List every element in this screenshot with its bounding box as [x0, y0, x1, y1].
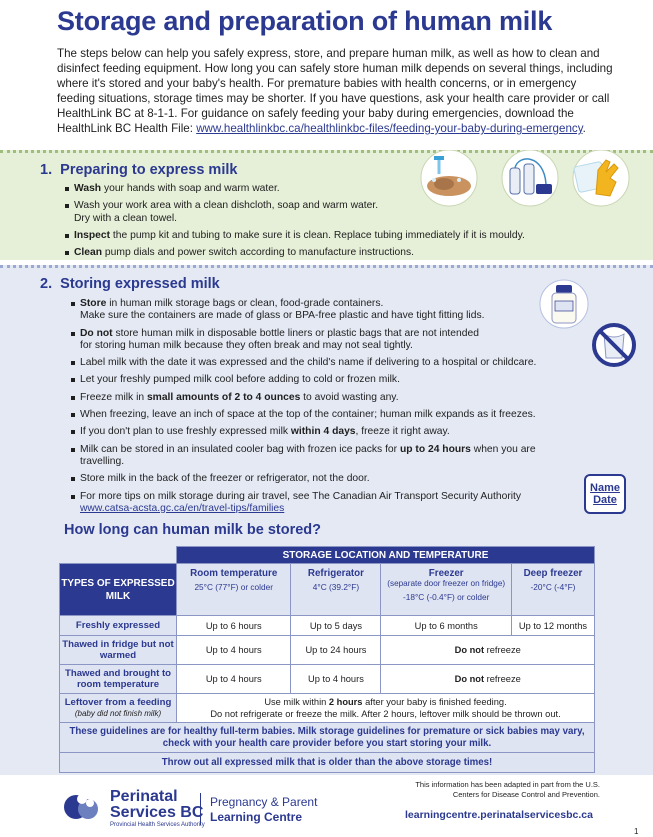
table-row: Thawed in fridge but not warmed Up to 4 hours Up to 24 hours Do not refreeze	[60, 636, 595, 665]
list-item: Wash your hands with soap and warm water.	[64, 183, 424, 195]
page-number: 1	[634, 827, 639, 836]
section1-heading: 1. Preparing to express milk	[40, 162, 238, 178]
column-refrigerator: Refrigerator 4°C (39.2°F)	[291, 564, 381, 616]
perinatal-logo-icon	[60, 787, 104, 827]
section2-heading: 2. Storing expressed milk	[40, 276, 220, 292]
catsa-link[interactable]: www.catsa-acsta.gc.ca/en/travel-tips/families	[80, 502, 285, 514]
table-row: Freshly expressed Up to 6 hours Up to 5 days Up to 6 months Up to 12 months	[60, 616, 595, 636]
storage-heading: How long can human milk be stored?	[64, 522, 321, 538]
list-item: Store milk in the back of the freezer or refrigerator, not the door.	[70, 473, 570, 485]
list-item: Let your freshly pumped milk cool before adding to cold or frozen milk.	[70, 374, 570, 386]
section-divider	[0, 265, 653, 268]
list-item: Wash your work area with a clean dishcloth, soap and warm water. Dry with a clean towel.	[64, 200, 424, 225]
handwashing-icon	[404, 150, 494, 208]
guidelines-note: These guidelines are for healthy full-term babies. Milk storage guidelines for premature or sick babies may vary, check with your health care provider before you start storing your milk.	[60, 723, 595, 753]
intro-paragraph: The steps below can help you safely express, store, and prepare human milk, as well as how to clean and disinfect feeding equipment. How long you can safely store human milk depends on several things, including where it's stored and your baby's health. For premature babies with health concerns, or in emergency feeding situations, storage times may be shorter. If you have questions, ask your health care provider or call HealthLink BC at 8-1-1. For guidance on safely feeding your baby during emergencies, download the HealthLink BC Health File: www.healthlinkbc.ca/healthlinkbc-files/feeding-your-baby-during-emergency.	[57, 47, 613, 135]
milk-bottle-icon	[534, 279, 594, 329]
section2-list	[70, 298, 570, 520]
learning-centre-name: Pregnancy & Parent Learning Centre	[210, 795, 318, 824]
footer-divider	[200, 793, 201, 825]
list-item: If you don't plan to use freshly expressed milk within 4 days, freeze it right away.	[70, 426, 570, 438]
column-deep-freezer: Deep freezer -20°C (-4°F)	[511, 564, 594, 616]
storage-location-header: STORAGE LOCATION AND TEMPERATURE	[177, 547, 595, 564]
list-item: Store in human milk storage bags or clean, food-grade containers. Make sure the containers are made of glass or BPA-free plastic and have tight fitting lids.	[70, 298, 570, 323]
column-room-temperature: Room temperature 25°C (77°F) or colder	[177, 564, 291, 616]
no-plastic-bags-icon	[590, 320, 638, 370]
list-item: Freeze milk in small amounts of 2 to 4 ounces to avoid wasting any.	[70, 392, 570, 404]
section1-list	[64, 183, 525, 264]
cleaning-gloves-icon	[566, 150, 636, 208]
breast-pump-icon	[494, 150, 566, 208]
healthlink-link[interactable]: www.healthlinkbc.ca/healthlinkbc-files/feeding-your-baby-during-emergency	[196, 122, 583, 135]
list-item: Do not store human milk in disposable bottle liners or plastic bags that are not intended for storing human milk because they often break and may not seal tightly.	[70, 328, 570, 353]
adaptation-note: This information has been adapted in part from the U.S. Centers for Disease Control and Prevention.	[415, 780, 600, 799]
learning-centre-url[interactable]: learningcentre.perinatalservicesbc.ca	[405, 809, 593, 821]
list-item: Milk can be stored in an insulated cooler bag with frozen ice packs for up to 24 hours when you are travelling.	[70, 444, 570, 469]
table-row: Thawed and brought to room temperature Up to 4 hours Up to 4 hours Do not refreeze	[60, 665, 595, 694]
table-row: Leftover from a feeding (baby did not finish milk) Use milk within 2 hours after your baby is finished feeding. Do not refrigerate or freeze the milk. After 2 hours, leftover milk should be thrown out.	[60, 694, 595, 723]
list-item: When freezing, leave an inch of space at the top of the container; human milk expands as it freezes.	[70, 409, 570, 421]
storage-table	[59, 546, 595, 773]
list-item: Inspect the pump kit and tubing to make sure it is clean. Replace tubing immediately if it is mouldy.	[64, 230, 564, 242]
page-title: Storage and preparation of human milk	[57, 6, 553, 36]
list-item: Label milk with the date it was expressed and the child's name if delivering to a hospital or childcare.	[70, 357, 570, 369]
throw-out-warning: Throw out all expressed milk that is older than the above storage times!	[60, 753, 595, 773]
list-item: Clean pump dials and power switch according to manufacture instructions.	[64, 247, 564, 259]
types-header: TYPES OF EXPRESSED MILK	[60, 564, 177, 616]
name-date-label-icon: Name Date	[584, 474, 626, 514]
intro-text: The steps below can help you safely express, store, and prepare human milk, as well as how to clean and disinfect feeding equipment. How long you can safely store human milk depends on several things, including where it's stored and your baby's health. For premature babies with health concerns, or in emergency feeding situations, storage times may be shorter. If you have questions, ask your health care provider or call HealthLink BC at 8-1-1. For guidance on safely feeding your baby during emergencies, download the HealthLink BC Health File:	[57, 47, 613, 135]
column-freezer: Freezer (separate door freezer on fridge) -18°C (-0.4°F) or colder	[381, 564, 512, 616]
list-item: For more tips on milk storage during air travel, see The Canadian Air Transport Security Authority www.catsa-acsta.gc.ca/en/travel-tips/families	[70, 491, 570, 516]
